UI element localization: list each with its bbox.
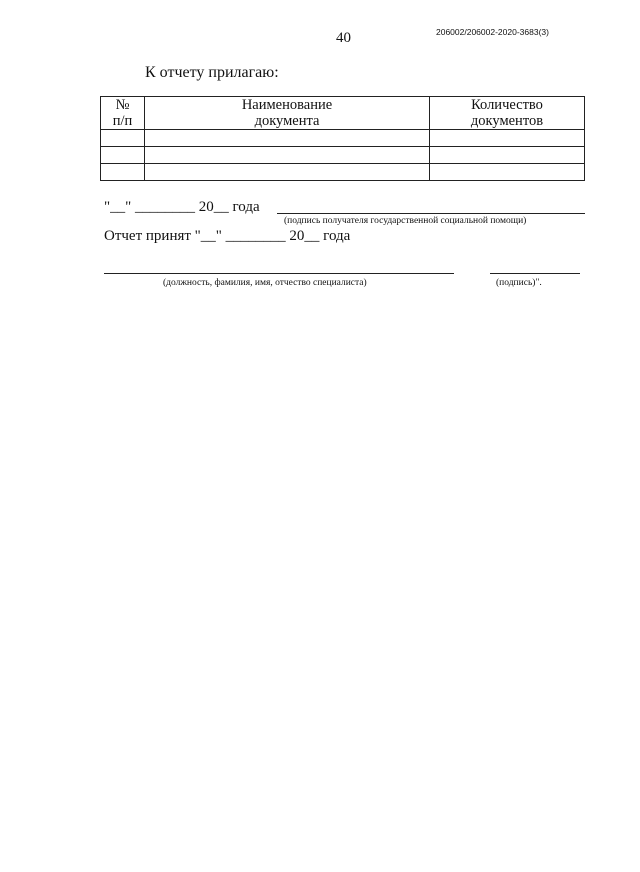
- header-quantity-line2: документов: [470, 113, 544, 129]
- specialist-line[interactable]: [104, 273, 454, 274]
- table-row: [101, 147, 585, 164]
- header-quantity: [430, 97, 585, 130]
- table-cell[interactable]: [101, 147, 145, 164]
- attachment-intro: К отчету прилагаю:: [145, 64, 279, 81]
- table-cell[interactable]: [101, 130, 145, 147]
- table-cell[interactable]: [145, 164, 430, 181]
- table-cell[interactable]: [430, 130, 585, 147]
- header-name-line1: Наименование: [241, 97, 333, 113]
- recipient-signature-caption: (подпись получателя государственной социальной помощи): [284, 216, 527, 226]
- specialist-signature-line[interactable]: [490, 273, 580, 274]
- table-cell[interactable]: [430, 164, 585, 181]
- table-cell[interactable]: [101, 164, 145, 181]
- specialist-signature-caption: (подпись)".: [496, 278, 542, 288]
- header-number: [101, 97, 145, 130]
- header-quantity-line1: Количество: [471, 97, 543, 113]
- document-code: 206002/206002-2020-3683(3): [436, 27, 549, 37]
- table-cell[interactable]: [145, 130, 430, 147]
- page-number: 40: [336, 30, 351, 46]
- recipient-signature-line[interactable]: [277, 213, 585, 214]
- table-cell[interactable]: [430, 147, 585, 164]
- header-name-line2: документа: [254, 113, 320, 129]
- date-line: "__" ________ 20__ года: [104, 199, 260, 215]
- table-cell[interactable]: [145, 147, 430, 164]
- header-number-line2: п/п: [112, 113, 133, 129]
- table-row: [101, 164, 585, 181]
- table-row: [101, 130, 585, 147]
- attachments-table: [100, 96, 585, 181]
- table-header-row: [101, 97, 585, 130]
- specialist-caption: (должность, фамилия, имя, отчество специалиста): [163, 278, 367, 288]
- header-name: [145, 97, 430, 130]
- report-accepted-line: Отчет принят "__" ________ 20__ года: [104, 228, 351, 244]
- header-number-line1: №: [115, 97, 130, 113]
